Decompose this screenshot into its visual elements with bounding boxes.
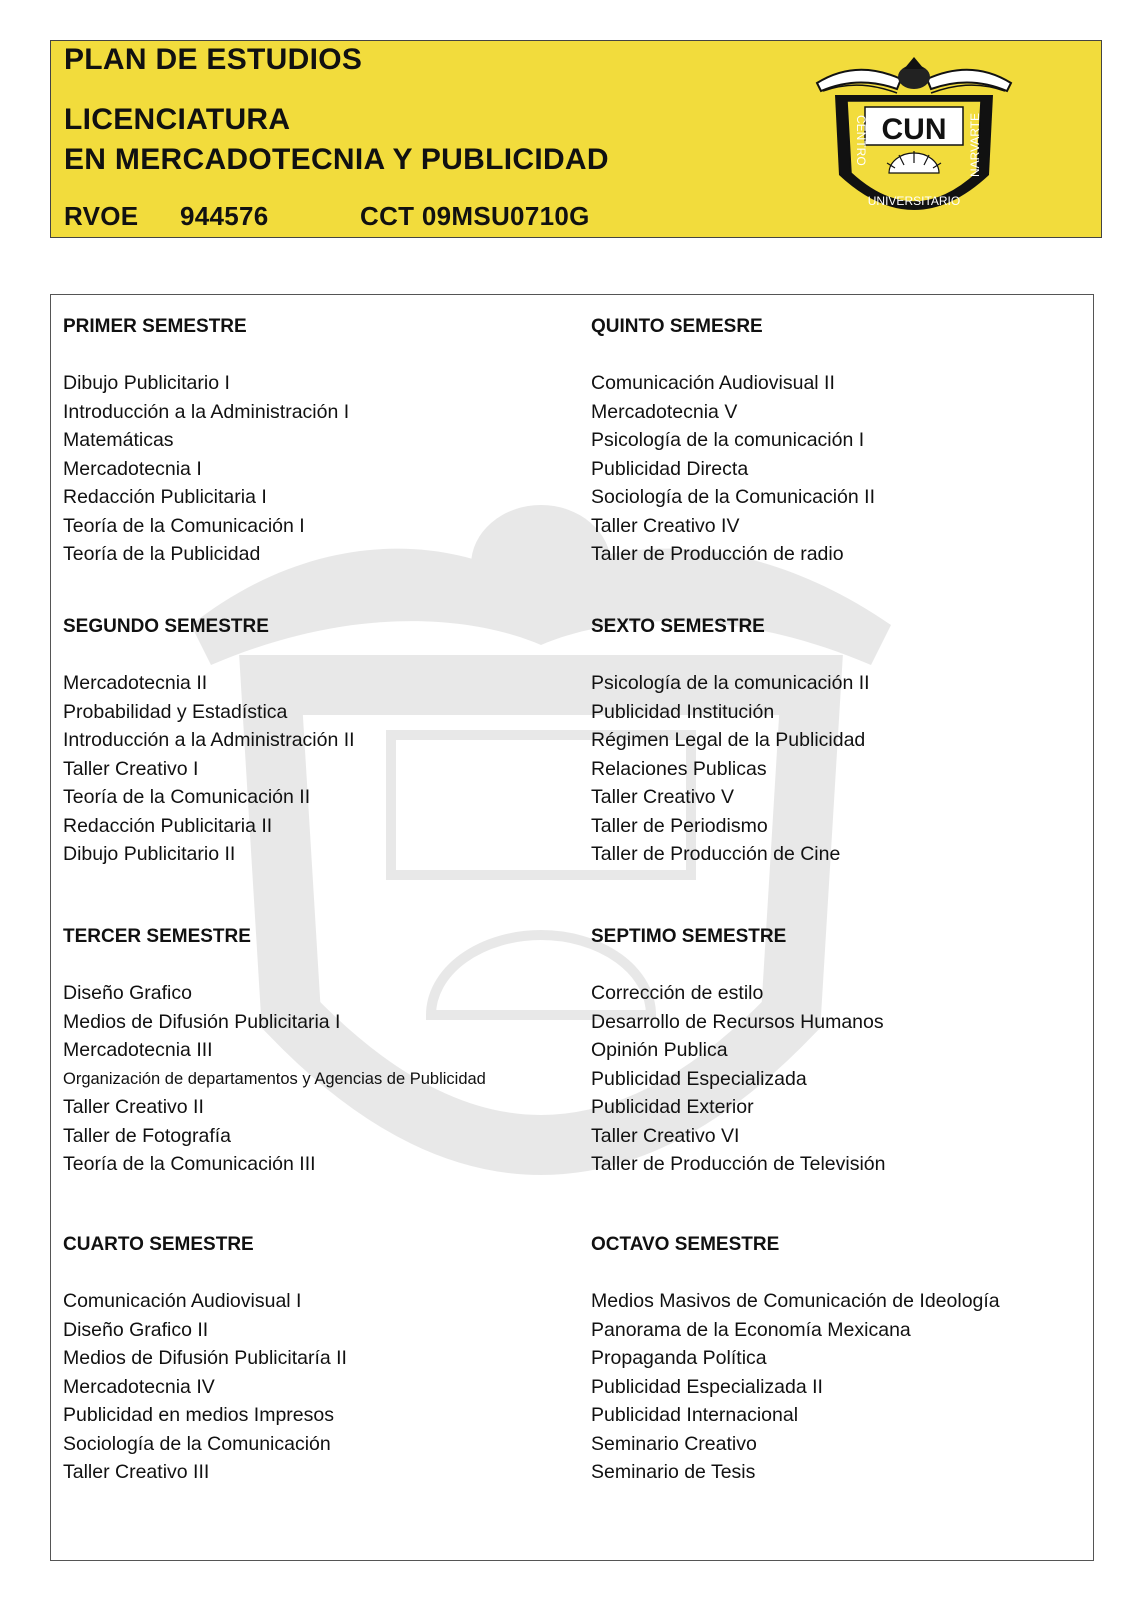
subject-item: Introducción a la Administración I xyxy=(63,400,350,423)
subject-item: Publicidad Internacional xyxy=(591,1404,799,1426)
subject-item: Psicología de la comunicación II xyxy=(591,672,870,694)
subject-item: Desarrollo de Recursos Humanos xyxy=(591,1010,884,1033)
semester-primer xyxy=(63,313,563,569)
cct-code: CCT 09MSU0710G xyxy=(360,201,590,231)
subject-item: Publicidad Especializada xyxy=(591,1067,807,1090)
subject-item: Teoría de la Publicidad xyxy=(63,543,261,565)
rvoe-label: RVOE xyxy=(64,201,139,231)
subject-item: Mercadotecnia III xyxy=(63,1039,213,1061)
subject-item: Publicidad Institución xyxy=(591,700,775,723)
subject-item: Publicidad en medios Impresos xyxy=(63,1404,334,1426)
curriculum-box xyxy=(50,294,1094,1561)
subject-item: Redacción Publicitaria II xyxy=(63,814,273,837)
logo-left-text: CENTRO xyxy=(854,115,868,166)
semester-title: SEPTIMO SEMESTRE xyxy=(591,926,787,947)
subject-item: Medios de Difusión Publicitaria I xyxy=(63,1010,341,1033)
semester-title: SEGUNDO SEMESTRE xyxy=(63,616,269,637)
header-banner xyxy=(50,40,1102,238)
subject-item: Matemáticas xyxy=(63,429,174,451)
subject-item: Opinión Publica xyxy=(591,1039,728,1061)
subject-item: Taller Creativo VI xyxy=(591,1124,740,1147)
subject-item: Taller de Producción de radio xyxy=(591,543,844,565)
subject-item: Propaganda Política xyxy=(591,1347,767,1369)
logo-bottom-text: UNIVERSITARIO xyxy=(867,194,961,208)
subject-item: Taller de Producción de Televisión xyxy=(591,1153,886,1175)
logo-initials: CUN xyxy=(881,113,947,146)
semester-octavo xyxy=(591,1231,1091,1487)
subject-item: Mercadotecnia I xyxy=(63,457,202,480)
semester-title: QUINTO SEMESRE xyxy=(591,316,763,337)
subject-item: Sociología de la Comunicación xyxy=(63,1432,331,1455)
subject-item: Relaciones Publicas xyxy=(591,757,767,780)
subject-item: Teoría de la Comunicación I xyxy=(63,514,305,537)
subject-item: Mercadotecnia II xyxy=(63,672,208,694)
semester-tercer xyxy=(63,923,563,1179)
subject-item: Diseño Grafico xyxy=(63,982,192,1004)
subject-item: Taller de Periodismo xyxy=(591,814,768,837)
semester-title: TERCER SEMESTRE xyxy=(63,926,251,947)
semester-septimo xyxy=(591,923,1091,1179)
subject-item: Comunicación Audiovisual I xyxy=(63,1290,302,1312)
subject-item: Teoría de la Comunicación III xyxy=(63,1153,316,1175)
semester-cuarto xyxy=(63,1231,563,1487)
subject-item: Taller Creativo I xyxy=(63,757,199,780)
subject-item: Seminario Creativo xyxy=(591,1432,757,1455)
registration-codes xyxy=(64,201,620,232)
subject-item: Seminario de Tesis xyxy=(591,1461,756,1483)
subject-item: Régimen Legal de la Publicidad xyxy=(591,729,866,751)
semester-title: PRIMER SEMESTRE xyxy=(63,316,247,337)
subject-item: Taller de Fotografía xyxy=(63,1124,232,1147)
subject-item: Teoría de la Comunicación II xyxy=(63,786,311,808)
semester-segundo xyxy=(63,613,563,869)
subject-item: Publicidad Directa xyxy=(591,457,749,480)
subject-item: Introducción a la Administración II xyxy=(63,729,355,751)
subject-item: Organización de departamentos y Agencias de Publicidad xyxy=(63,1069,486,1088)
subject-item: Probabilidad y Estadística xyxy=(63,700,288,723)
subject-item: Panorama de la Economía Mexicana xyxy=(591,1318,911,1341)
subject-item: Taller Creativo V xyxy=(591,786,735,808)
subject-item: Publicidad Exterior xyxy=(591,1096,754,1118)
subject-item: Dibujo Publicitario I xyxy=(63,372,230,394)
plan-title: PLAN DE ESTUDIOS xyxy=(64,43,363,76)
subject-item: Taller Creativo II xyxy=(63,1096,204,1118)
subject-item: Comunicación Audiovisual II xyxy=(591,372,835,394)
degree-title: LICENCIATURA xyxy=(64,103,291,136)
semester-title: SEXTO SEMESTRE xyxy=(591,616,765,637)
semester-title: CUARTO SEMESTRE xyxy=(63,1234,254,1255)
subject-item: Mercadotecnia IV xyxy=(63,1375,215,1398)
rvoe-number: 944576 xyxy=(180,201,269,231)
degree-subtitle: EN MERCADOTECNIA Y PUBLICIDAD xyxy=(64,143,609,176)
subject-item: Sociología de la Comunicación II xyxy=(591,486,875,508)
subject-item: Dibujo Publicitario II xyxy=(63,843,236,865)
subject-item: Psicología de la comunicación I xyxy=(591,429,865,451)
cun-logo xyxy=(809,55,1019,231)
semester-sexto xyxy=(591,613,1091,869)
logo-right-text: NARVARTE xyxy=(968,112,982,177)
semester-title: OCTAVO SEMESTRE xyxy=(591,1234,780,1255)
subject-item: Taller Creativo III xyxy=(63,1461,210,1483)
subject-item: Taller Creativo IV xyxy=(591,514,740,537)
subject-item: Publicidad Especializada II xyxy=(591,1375,823,1398)
semester-quinto xyxy=(591,313,1091,569)
subject-item: Mercadotecnia V xyxy=(591,400,738,423)
subject-item: Medios Masivos de Comunicación de Ideología xyxy=(591,1290,1000,1312)
subject-item: Medios de Difusión Publicitaría II xyxy=(63,1347,347,1369)
subject-item: Redacción Publicitaria I xyxy=(63,486,267,508)
subject-item: Diseño Grafico II xyxy=(63,1318,209,1341)
subject-item: Taller de Producción de Cine xyxy=(591,843,841,865)
subject-item: Corrección de estilo xyxy=(591,982,764,1004)
